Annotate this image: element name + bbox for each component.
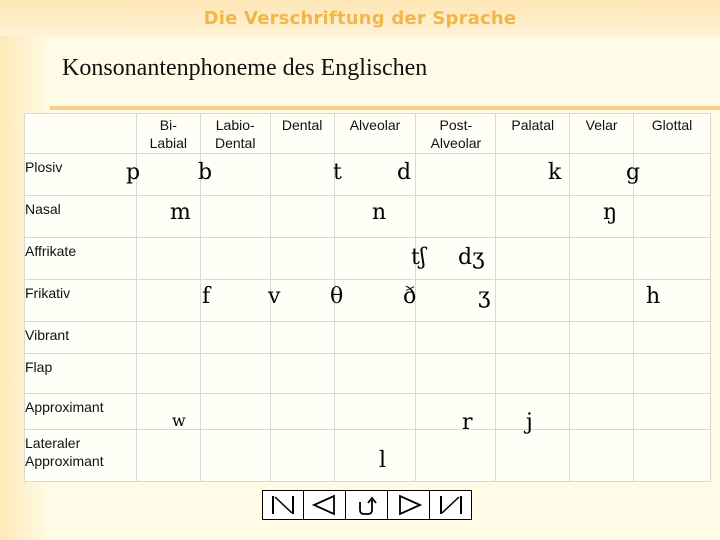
phoneme-glyph: ð: [403, 284, 417, 309]
phoneme-glyph: f: [202, 284, 211, 309]
col-header-label: Velar: [585, 117, 618, 133]
first-slide-button[interactable]: [262, 490, 304, 520]
phoneme-glyph: h: [646, 284, 661, 309]
previous-slide-icon: [310, 494, 340, 516]
col-header-label: Labio- Dental: [214, 117, 256, 151]
phoneme-glyph: n: [372, 200, 387, 225]
phoneme-glyph: p: [126, 160, 141, 185]
header-bar: [0, 0, 720, 36]
title-divider: [50, 106, 720, 110]
return-button[interactable]: [346, 490, 388, 520]
col-header-alveolar: [334, 114, 416, 154]
col-header-palatal: [496, 114, 570, 154]
col-header-label: Dental: [281, 117, 323, 133]
phoneme-glyph: dʒ: [458, 245, 485, 270]
col-header-postalveolar: [416, 114, 496, 154]
phoneme-glyph: θ: [330, 284, 344, 309]
last-slide-button[interactable]: [430, 490, 472, 520]
phoneme-glyph: k: [548, 160, 562, 185]
col-header-bilabial: [136, 114, 200, 154]
col-header-label: Palatal: [511, 117, 555, 133]
phoneme-glyph: d: [397, 160, 412, 185]
phoneme-glyph: b: [198, 160, 213, 185]
phoneme-glyph: ŋ: [603, 200, 618, 225]
phoneme-glyph: v: [268, 284, 281, 309]
phoneme-glyph: r: [462, 410, 473, 435]
phoneme-glyph: t: [333, 160, 342, 185]
col-header-label: Bi- Labial: [149, 117, 187, 151]
row-label-nasal: Nasal: [25, 196, 137, 238]
row-label-affrikate: Affrikate: [25, 238, 137, 280]
slide-subtitle: Konsonantenphoneme des Englischen: [62, 55, 428, 81]
first-slide-icon: [268, 494, 298, 516]
corner-cell: [25, 114, 137, 154]
previous-slide-button[interactable]: [304, 490, 346, 520]
col-header-label: Alveolar: [349, 117, 401, 133]
return-icon: [352, 494, 382, 516]
slide-navigation: [262, 490, 472, 522]
phoneme-glyph: j: [526, 410, 533, 435]
row-label-flap: Flap: [25, 354, 137, 394]
row-label-vibrant: Vibrant: [25, 322, 137, 354]
col-header-velar: [570, 114, 634, 154]
col-header-labiodental: [200, 114, 270, 154]
phoneme-glyph: w: [172, 411, 186, 430]
row-label-plosiv: Plosiv: [25, 154, 137, 196]
col-header-dental: [270, 114, 334, 154]
col-header-glottal: [634, 114, 711, 154]
phoneme-glyph: ʒ: [478, 284, 491, 309]
next-slide-icon: [394, 494, 424, 516]
row-label-lateral-approximant: Lateraler Approximant: [25, 430, 137, 482]
phoneme-glyph: m: [170, 200, 191, 225]
phoneme-glyph: l: [379, 448, 387, 473]
next-slide-button[interactable]: [388, 490, 430, 520]
row-label-frikativ: Frikativ: [25, 280, 137, 322]
col-header-label: Glottal: [651, 117, 693, 133]
phoneme-glyph: tʃ: [411, 245, 426, 270]
row-label-approximant: Approximant: [25, 394, 137, 430]
phoneme-glyph: g: [626, 160, 641, 185]
header-title: Die Verschriftung der Sprache: [203, 8, 517, 29]
col-header-label: Post- Alveolar: [430, 117, 482, 151]
last-slide-icon: [436, 494, 466, 516]
